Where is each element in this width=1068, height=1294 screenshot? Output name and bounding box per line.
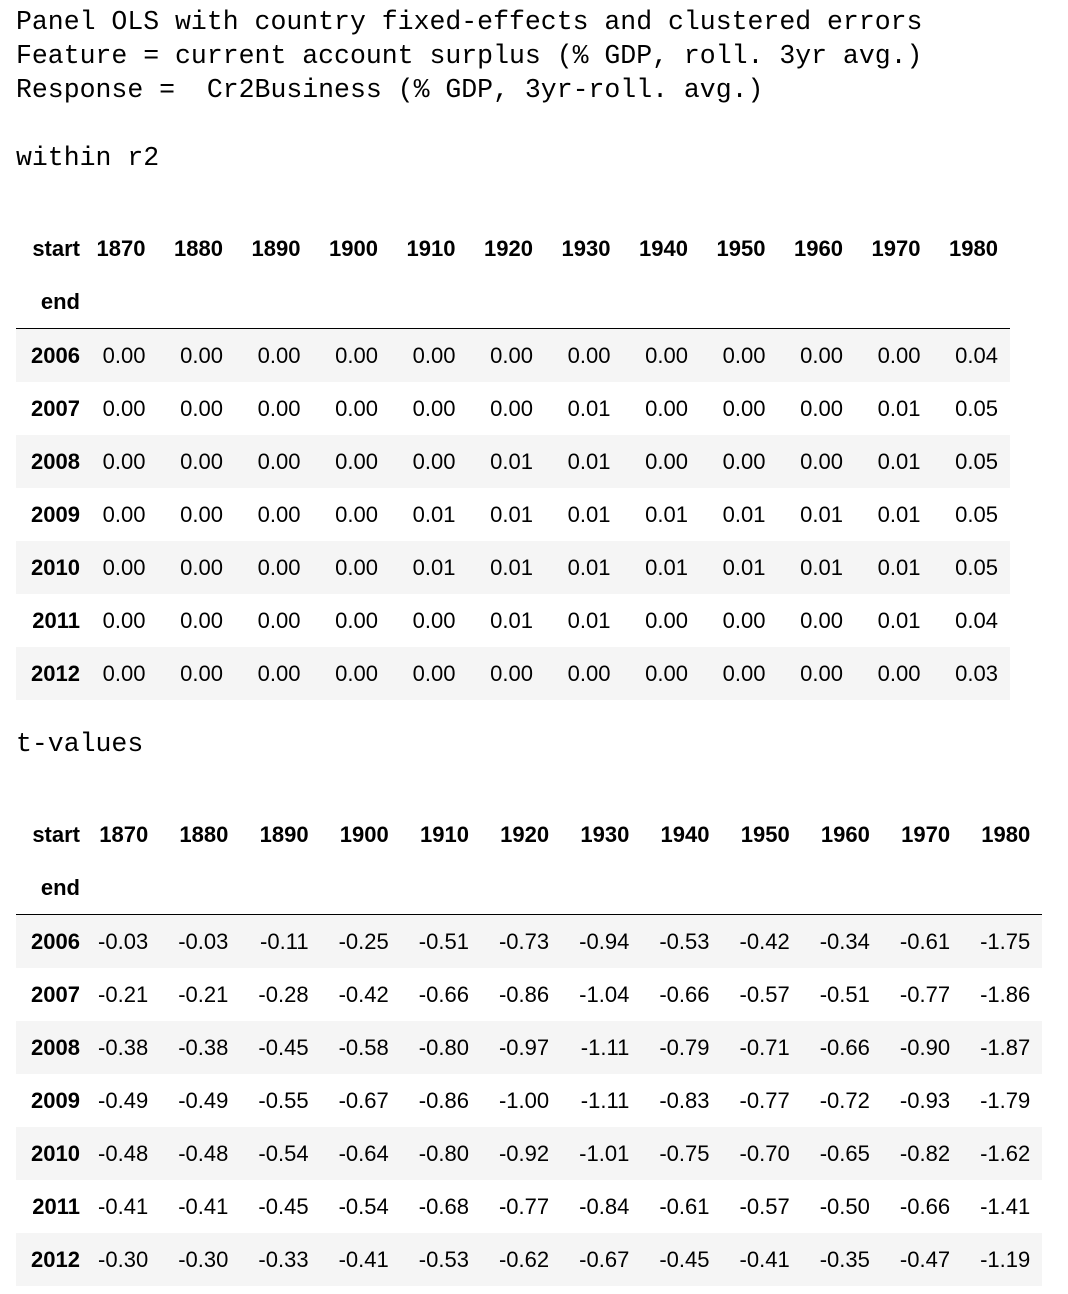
table-cell: -0.66 — [899, 1193, 951, 1219]
table-cell: 0.00 — [722, 395, 766, 421]
t-section-label: t-values — [16, 729, 144, 759]
table-cell: -0.41 — [98, 1193, 149, 1219]
row-index-2008: 2008 — [31, 1034, 80, 1060]
table-cell: 0.00 — [645, 342, 688, 368]
table-cell: 0.01 — [567, 448, 611, 474]
table-cell: 0.00 — [102, 342, 146, 368]
blank-header-cell — [561, 861, 641, 915]
table-cell: 0.00 — [335, 395, 378, 421]
table-cell: -1.01 — [579, 1140, 630, 1166]
table-cell: -1.62 — [980, 1140, 1031, 1166]
table-cell: 0.00 — [800, 660, 843, 686]
column-header-1980: 1980 — [949, 235, 998, 261]
table-cell: -1.00 — [498, 1087, 550, 1113]
table-cell: 0.01 — [877, 554, 921, 580]
column-header-1870: 1870 — [99, 821, 149, 847]
table-row — [16, 435, 1010, 488]
index-label-end: end — [16, 861, 80, 915]
table-cell: -0.66 — [418, 981, 469, 1007]
header-line-3: Response = Cr2Business (% GDP, 3yr-roll. avg.) — [16, 75, 764, 105]
blank-header-cell — [641, 861, 721, 915]
table-cell: -0.75 — [659, 1140, 710, 1166]
table-cell: 0.01 — [567, 395, 611, 421]
table-cell: -1.04 — [579, 981, 630, 1007]
table-cell: 0.00 — [645, 607, 688, 633]
table-cell: 0.01 — [722, 554, 766, 580]
table-cell: -0.73 — [498, 928, 550, 954]
table-cell: 0.00 — [180, 554, 223, 580]
table-cell: -0.84 — [579, 1193, 630, 1219]
table-cell: -0.94 — [579, 928, 630, 954]
table-cell: -0.38 — [98, 1034, 149, 1060]
row-index-2010: 2010 — [31, 1140, 80, 1166]
row-index-2006: 2006 — [31, 928, 80, 954]
blank-header-cell — [481, 861, 561, 915]
table-cell: 0.00 — [102, 501, 146, 527]
table-cell: -0.50 — [819, 1193, 870, 1219]
column-header-1980: 1980 — [981, 821, 1031, 847]
table-cell: -0.66 — [819, 1034, 870, 1060]
table-row — [16, 1127, 1042, 1180]
table-cell: -0.34 — [819, 928, 870, 954]
table-cell: -0.41 — [338, 1246, 389, 1272]
table-cell: 0.00 — [180, 395, 223, 421]
table-cell: -1.75 — [980, 928, 1031, 954]
table-cell: -0.79 — [659, 1034, 710, 1060]
table-cell: -0.38 — [178, 1034, 229, 1060]
table-cell: -0.66 — [659, 981, 710, 1007]
column-header-1970: 1970 — [871, 235, 921, 261]
table-cell: 0.00 — [800, 395, 843, 421]
column-header-1880: 1880 — [179, 821, 229, 847]
r2-table — [16, 222, 1010, 700]
table-cell: 0.01 — [722, 501, 766, 527]
blank-header-cell — [240, 861, 320, 915]
blank-header-cell — [623, 275, 701, 329]
table-cell: 0.01 — [567, 607, 611, 633]
blank-header-cell — [235, 275, 313, 329]
table-cell: -0.71 — [739, 1034, 790, 1060]
table-cell: -0.55 — [258, 1087, 309, 1113]
column-header-1870: 1870 — [96, 235, 146, 261]
blank-header-cell — [700, 275, 778, 329]
blank-header-cell — [401, 861, 481, 915]
table-cell: -0.93 — [899, 1087, 951, 1113]
blank-header-cell — [962, 861, 1042, 915]
column-header-1910: 1910 — [406, 235, 456, 261]
table-cell: -0.82 — [899, 1140, 951, 1166]
row-index-2011: 2011 — [32, 1193, 80, 1219]
table-cell: -0.54 — [258, 1140, 309, 1166]
table-cell: 0.00 — [567, 660, 611, 686]
table-cell: -0.47 — [899, 1246, 951, 1272]
table-cell: -0.45 — [659, 1246, 710, 1272]
table-cell: 0.00 — [490, 660, 533, 686]
table-cell: -0.21 — [178, 981, 229, 1007]
r2-section-label: within r2 — [16, 143, 160, 173]
table-cell: 0.00 — [102, 448, 146, 474]
table-cell: -0.45 — [258, 1034, 309, 1060]
table-cell: 0.00 — [490, 342, 533, 368]
table-cell: 0.00 — [335, 448, 378, 474]
table-cell: 0.00 — [722, 660, 766, 686]
table-cell: -0.80 — [418, 1140, 469, 1166]
table-row — [16, 647, 1010, 700]
column-header-row — [16, 222, 1010, 275]
column-header-1970: 1970 — [901, 821, 951, 847]
table-cell: 0.01 — [877, 501, 921, 527]
table-cell: -0.25 — [338, 928, 389, 954]
column-header-1950: 1950 — [716, 235, 766, 261]
table-cell: 0.00 — [877, 342, 921, 368]
table-cell: 0.00 — [102, 660, 146, 686]
column-header-row — [16, 808, 1042, 861]
table-cell: 0.00 — [335, 607, 378, 633]
table-cell: 0.00 — [102, 395, 146, 421]
table-cell: 0.00 — [412, 395, 456, 421]
header-line-2: Feature = current account surplus (% GDP, roll. 3yr avg.) — [16, 41, 923, 71]
row-index-2007: 2007 — [31, 395, 80, 421]
table-cell: 0.01 — [412, 501, 456, 527]
table-cell: 0.01 — [645, 554, 688, 580]
table-cell: -0.90 — [899, 1034, 951, 1060]
table-cell: 0.00 — [490, 395, 533, 421]
table-cell: -1.86 — [980, 981, 1031, 1007]
output-header — [16, 5, 922, 107]
row-index-2010: 2010 — [31, 554, 80, 580]
table-cell: -0.97 — [498, 1034, 550, 1060]
table-cell: -0.53 — [418, 1246, 469, 1272]
table-cell: -0.51 — [819, 981, 870, 1007]
table-cell: 0.00 — [335, 660, 378, 686]
table-cell: 0.01 — [877, 607, 921, 633]
table-cell: 0.00 — [412, 607, 456, 633]
table-cell: 0.00 — [257, 448, 301, 474]
table-cell: 0.00 — [412, 342, 456, 368]
table-row — [16, 915, 1042, 969]
table-cell: 0.00 — [257, 607, 301, 633]
column-header-1960: 1960 — [820, 821, 870, 847]
table-cell: -0.77 — [899, 981, 951, 1007]
table-cell: 0.00 — [257, 554, 301, 580]
table-cell: -0.67 — [579, 1246, 630, 1272]
table-cell: 0.04 — [955, 342, 998, 368]
table-cell: 0.00 — [335, 554, 378, 580]
column-header-1900: 1900 — [339, 821, 389, 847]
table-cell: -1.19 — [980, 1246, 1031, 1272]
table-cell: -0.28 — [258, 981, 309, 1007]
row-index-2006: 2006 — [31, 342, 80, 368]
column-header-1900: 1900 — [329, 235, 378, 261]
blank-header-cell — [80, 275, 158, 329]
table-cell: -0.35 — [819, 1246, 870, 1272]
row-index-2011: 2011 — [32, 607, 80, 633]
table-cell: 0.00 — [567, 342, 611, 368]
table-cell: 0.05 — [955, 501, 998, 527]
table-cell: 0.00 — [102, 554, 146, 580]
header-line-1: Panel OLS with country fixed-effects and clustered errors — [16, 7, 923, 37]
table-cell: -0.58 — [338, 1034, 389, 1060]
table-cell: -0.86 — [418, 1087, 469, 1113]
table-cell: 0.05 — [955, 395, 998, 421]
table-cell: 0.01 — [567, 501, 611, 527]
table-row — [16, 329, 1010, 383]
blank-header-cell — [882, 861, 962, 915]
table-cell: 0.00 — [645, 448, 688, 474]
column-header-1950: 1950 — [740, 821, 790, 847]
table-cell: -0.33 — [258, 1246, 309, 1272]
table-cell: 0.00 — [180, 607, 223, 633]
blank-header-cell — [158, 275, 236, 329]
table-cell: 0.00 — [722, 607, 766, 633]
table-cell: 0.01 — [877, 395, 921, 421]
table-cell: -0.57 — [739, 981, 790, 1007]
row-index-2007: 2007 — [31, 981, 80, 1007]
table-row — [16, 1021, 1042, 1074]
table-cell: 0.00 — [800, 342, 843, 368]
table-cell: -0.61 — [659, 1193, 710, 1219]
table-row — [16, 1180, 1042, 1233]
column-header-1920: 1920 — [484, 235, 533, 261]
table-cell: 0.00 — [180, 342, 223, 368]
table-cell: -0.70 — [739, 1140, 790, 1166]
table-row — [16, 382, 1010, 435]
blank-header-cell — [321, 861, 401, 915]
table-cell: 0.00 — [877, 660, 921, 686]
index-label-start: start — [32, 235, 80, 261]
table-cell: 0.00 — [412, 660, 456, 686]
table-cell: -0.65 — [819, 1140, 870, 1166]
column-header-1930: 1930 — [561, 235, 611, 261]
table-cell: -0.67 — [338, 1087, 389, 1113]
table-cell: 0.00 — [412, 448, 456, 474]
blank-header-cell — [313, 275, 391, 329]
index-label-end: end — [16, 275, 80, 329]
table-cell: -0.41 — [178, 1193, 229, 1219]
blank-header-cell — [933, 275, 1011, 329]
row-index-2009: 2009 — [31, 1087, 80, 1113]
table-cell: -0.42 — [338, 981, 389, 1007]
column-header-1890: 1890 — [259, 821, 309, 847]
table-cell: -0.61 — [899, 928, 951, 954]
table-cell: 0.03 — [955, 660, 998, 686]
blank-header-cell — [390, 275, 468, 329]
table-cell: 0.01 — [567, 554, 611, 580]
table-cell: 0.00 — [722, 448, 766, 474]
column-header-1910: 1910 — [419, 821, 469, 847]
row-index-2008: 2008 — [31, 448, 80, 474]
table-row — [16, 594, 1010, 647]
table-cell: -0.03 — [98, 928, 149, 954]
blank-header-cell — [855, 275, 933, 329]
table-cell: -0.77 — [739, 1087, 790, 1113]
table-cell: -1.87 — [980, 1034, 1031, 1060]
table-cell: -0.53 — [659, 928, 710, 954]
table-cell: 0.01 — [412, 554, 456, 580]
table-cell: -0.57 — [739, 1193, 790, 1219]
blank-header-cell — [802, 861, 882, 915]
table-cell: -0.48 — [178, 1140, 229, 1166]
table-cell: -0.77 — [498, 1193, 550, 1219]
column-header-1940: 1940 — [660, 821, 710, 847]
table-row — [16, 1074, 1042, 1127]
table-cell: 0.01 — [800, 554, 843, 580]
row-index-2009: 2009 — [31, 501, 80, 527]
table-cell: -0.54 — [338, 1193, 389, 1219]
table-cell: 0.01 — [490, 554, 533, 580]
table-cell: -0.72 — [819, 1087, 870, 1113]
table-cell: 0.04 — [955, 607, 998, 633]
table-cell: 0.05 — [955, 448, 998, 474]
table-cell: -0.45 — [258, 1193, 309, 1219]
column-header-1890: 1890 — [251, 235, 301, 261]
table-cell: 0.01 — [877, 448, 921, 474]
table-cell: -0.49 — [178, 1087, 229, 1113]
table-cell: 0.00 — [180, 501, 223, 527]
table-cell: 0.00 — [102, 607, 146, 633]
column-header-1960: 1960 — [794, 235, 843, 261]
table-cell: -0.86 — [498, 981, 550, 1007]
table-cell: -0.30 — [178, 1246, 229, 1272]
table-cell: -1.41 — [980, 1193, 1031, 1219]
index-name-row — [16, 861, 1042, 915]
table-cell: -1.79 — [980, 1087, 1031, 1113]
blank-header-cell — [722, 861, 802, 915]
table-cell: -0.03 — [178, 928, 229, 954]
blank-header-cell — [160, 861, 240, 915]
table-cell: 0.01 — [490, 448, 533, 474]
table-cell: 0.01 — [800, 501, 843, 527]
table-cell: 0.00 — [645, 660, 688, 686]
table-cell: -0.42 — [739, 928, 790, 954]
table-cell: 0.01 — [490, 607, 533, 633]
blank-header-cell — [545, 275, 623, 329]
index-name-row — [16, 275, 1010, 329]
column-header-1880: 1880 — [174, 235, 223, 261]
index-label-start: start — [32, 821, 80, 847]
table-cell: -0.21 — [98, 981, 149, 1007]
blank-header-cell — [80, 861, 160, 915]
table-cell: 0.00 — [800, 607, 843, 633]
table-cell: 0.01 — [490, 501, 533, 527]
table-cell: -0.48 — [98, 1140, 149, 1166]
table-cell: -0.30 — [98, 1246, 149, 1272]
table-cell: 0.00 — [257, 395, 301, 421]
table-cell: -1.11 — [580, 1034, 630, 1060]
t-values-table — [16, 808, 1042, 1286]
table-cell: -0.49 — [98, 1087, 149, 1113]
table-cell: -0.92 — [498, 1140, 550, 1166]
column-header-1930: 1930 — [580, 821, 630, 847]
column-header-1940: 1940 — [639, 235, 688, 261]
table-row — [16, 488, 1010, 541]
table-cell: 0.00 — [257, 342, 301, 368]
table-cell: -0.11 — [260, 928, 309, 954]
table-cell: 0.00 — [180, 448, 223, 474]
table-cell: 0.00 — [335, 501, 378, 527]
table-cell: -0.64 — [338, 1140, 389, 1166]
table-cell: -0.62 — [498, 1246, 550, 1272]
table-cell: 0.00 — [257, 501, 301, 527]
table-cell: 0.00 — [335, 342, 378, 368]
table-row — [16, 1233, 1042, 1286]
blank-header-cell — [778, 275, 856, 329]
row-index-2012: 2012 — [31, 660, 80, 686]
table-cell: 0.05 — [955, 554, 998, 580]
table-cell: 0.00 — [722, 342, 766, 368]
table-cell: -0.41 — [739, 1246, 790, 1272]
table-row — [16, 968, 1042, 1021]
blank-header-cell — [468, 275, 546, 329]
table-cell: 0.00 — [645, 395, 688, 421]
table-cell: -0.68 — [418, 1193, 469, 1219]
table-cell: -0.51 — [418, 928, 469, 954]
table-cell: 0.00 — [180, 660, 223, 686]
table-cell: -0.80 — [418, 1034, 469, 1060]
table-cell: 0.00 — [257, 660, 301, 686]
table-cell: 0.00 — [800, 448, 843, 474]
table-cell: 0.01 — [645, 501, 688, 527]
table-cell: -0.83 — [659, 1087, 710, 1113]
table-row — [16, 541, 1010, 594]
row-index-2012: 2012 — [31, 1246, 80, 1272]
table-cell: -1.11 — [580, 1087, 630, 1113]
column-header-1920: 1920 — [500, 821, 550, 847]
